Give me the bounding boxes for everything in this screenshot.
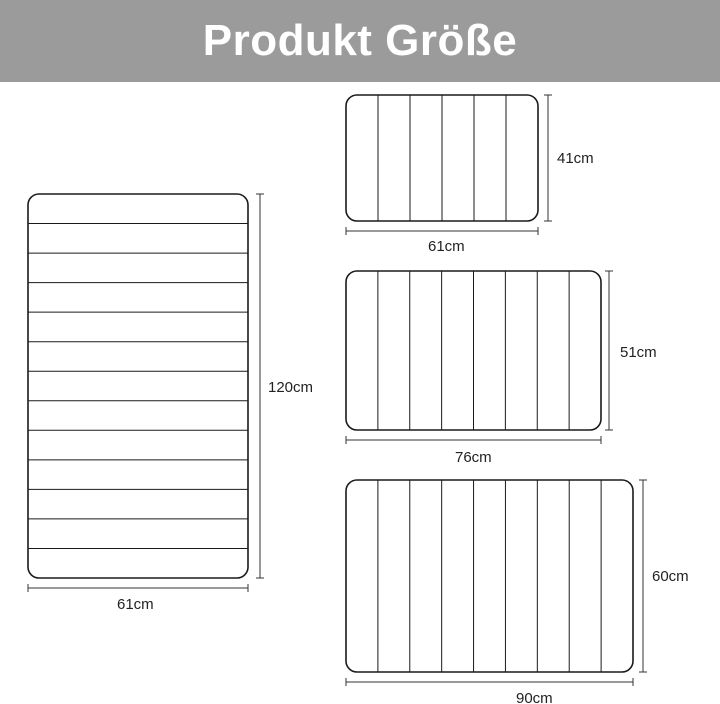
mat-medium-width-dimension <box>346 436 601 444</box>
mat-runner <box>28 194 313 613</box>
page-title: Produkt Größe <box>202 16 518 65</box>
mat-small <box>346 95 594 255</box>
mat-runner-width-dimension <box>28 584 248 592</box>
mat-small-height-label: 41cm <box>557 150 594 167</box>
mat-runner-width-label: 61cm <box>117 596 154 613</box>
mat-runner-outline <box>28 194 248 578</box>
mat-large-height-dimension <box>639 480 647 672</box>
mat-medium <box>346 271 657 466</box>
mat-large-width-dimension <box>346 678 633 686</box>
mat-medium-width-label: 76cm <box>455 449 492 466</box>
mat-small-width-dimension <box>346 227 538 235</box>
mat-runner-height-label: 120cm <box>268 379 314 396</box>
mat-small-height-dimension <box>544 95 552 221</box>
mat-large-height-label: 60cm <box>652 568 689 585</box>
mat-large-outline <box>346 480 633 672</box>
mat-medium-height-label: 51cm <box>620 344 657 361</box>
mat-runner-height-dimension <box>256 194 264 578</box>
mat-large <box>346 480 689 704</box>
mat-small-width-label: 61cm <box>428 238 465 255</box>
mat-medium-height-dimension <box>605 271 613 430</box>
mat-large-width-label: 90cm <box>516 690 553 704</box>
